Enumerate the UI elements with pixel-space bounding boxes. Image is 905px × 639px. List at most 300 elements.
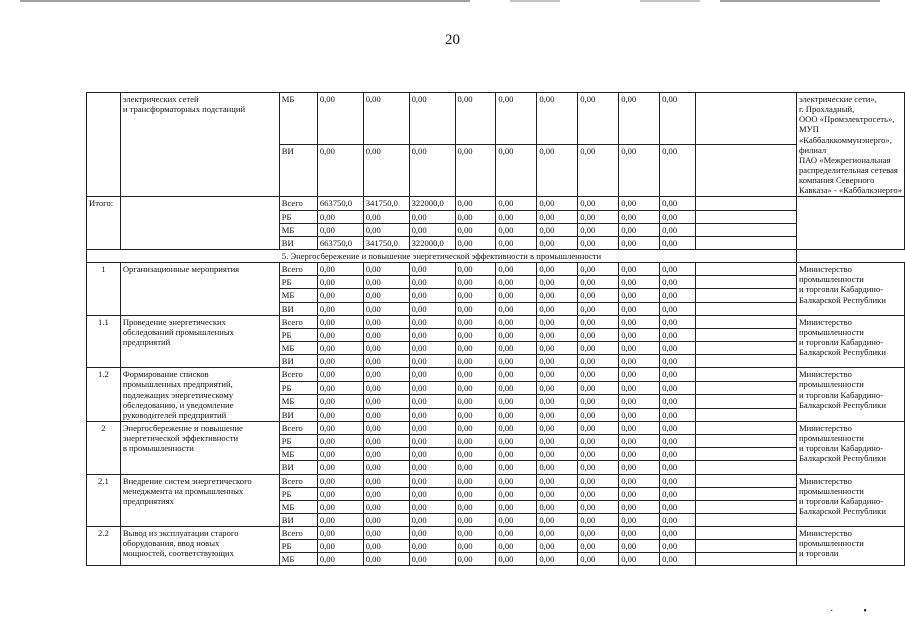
- responsible-party: Министерство промышленности и торговли Кабардино- Балкарской Республики: [796, 263, 904, 316]
- value-cell: 0,00: [317, 448, 363, 461]
- value-cell: 0,00: [409, 540, 455, 553]
- funding-source: ВИ: [279, 302, 317, 315]
- value-cell: 0,00: [496, 408, 537, 421]
- value-cell: 0,00: [409, 500, 455, 513]
- responsible-party: [796, 197, 904, 250]
- value-cell: 0,00: [496, 315, 537, 328]
- value-cell: 0,00: [619, 210, 660, 223]
- value-cell: 0,00: [660, 315, 696, 328]
- value-cell: 0,00: [537, 487, 578, 500]
- value-cell: 0,00: [496, 381, 537, 394]
- spacer-cell: [696, 197, 797, 210]
- value-cell: 0,00: [409, 527, 455, 540]
- section-row: [87, 249, 905, 262]
- value-cell: 0,00: [317, 513, 363, 526]
- value-cell: 0,00: [578, 210, 619, 223]
- value-cell: 0,00: [496, 223, 537, 236]
- table-row: [87, 93, 905, 145]
- funding-source: МБ: [279, 341, 317, 354]
- value-cell: 0,00: [317, 276, 363, 289]
- funding-source: ВИ: [279, 461, 317, 474]
- value-cell: 0,00: [619, 263, 660, 276]
- value-cell: 0,00: [578, 435, 619, 448]
- value-cell: 0,00: [363, 448, 409, 461]
- value-cell: 0,00: [619, 408, 660, 421]
- value-cell: 0,00: [455, 236, 496, 249]
- value-cell: 0,00: [537, 513, 578, 526]
- value-cell: 0,00: [619, 474, 660, 487]
- row-number: Итого:: [87, 197, 121, 250]
- value-cell: 0,00: [363, 223, 409, 236]
- budget-table: [86, 92, 905, 566]
- value-cell: 0,00: [409, 355, 455, 368]
- value-cell: 0,00: [578, 93, 619, 145]
- value-cell: 0,00: [496, 368, 537, 381]
- value-cell: 0,00: [363, 145, 409, 197]
- value-cell: 0,00: [409, 315, 455, 328]
- value-cell: 0,00: [455, 315, 496, 328]
- spacer-cell: [696, 145, 797, 197]
- spacer-cell: [696, 368, 797, 381]
- value-cell: 0,00: [578, 263, 619, 276]
- value-cell: 0,00: [496, 474, 537, 487]
- row-description: Формирование списков промышленных предприятий, подлежащих энергетическому обследованию, и уведомление руководителей предприятий: [120, 368, 279, 422]
- value-cell: 0,00: [317, 527, 363, 540]
- value-cell: 663750,0: [317, 197, 363, 210]
- value-cell: 0,00: [363, 395, 409, 408]
- value-cell: 0,00: [660, 395, 696, 408]
- value-cell: 0,00: [317, 500, 363, 513]
- value-cell: 0,00: [317, 474, 363, 487]
- value-cell: 0,00: [578, 527, 619, 540]
- value-cell: 0,00: [409, 421, 455, 434]
- value-cell: 0,00: [619, 540, 660, 553]
- spacer-cell: [696, 236, 797, 249]
- value-cell: 341750,0: [363, 236, 409, 249]
- value-cell: 0,00: [363, 500, 409, 513]
- value-cell: 0,00: [537, 276, 578, 289]
- table-row: [87, 527, 905, 540]
- value-cell: 0,00: [537, 93, 578, 145]
- value-cell: 0,00: [317, 145, 363, 197]
- value-cell: 0,00: [317, 302, 363, 315]
- value-cell: 0,00: [317, 368, 363, 381]
- value-cell: 0,00: [455, 276, 496, 289]
- value-cell: 663750,0: [317, 236, 363, 249]
- value-cell: 0,00: [363, 513, 409, 526]
- value-cell: 0,00: [537, 210, 578, 223]
- value-cell: 0,00: [660, 408, 696, 421]
- value-cell: 0,00: [455, 93, 496, 145]
- funding-source: МБ: [279, 395, 317, 408]
- value-cell: 0,00: [496, 500, 537, 513]
- value-cell: 0,00: [660, 381, 696, 394]
- value-cell: 0,00: [537, 461, 578, 474]
- funding-source: РБ: [279, 210, 317, 223]
- value-cell: 0,00: [660, 263, 696, 276]
- value-cell: 0,00: [660, 461, 696, 474]
- value-cell: 0,00: [578, 381, 619, 394]
- row-number: 1.1: [87, 315, 121, 368]
- value-cell: 0,00: [537, 408, 578, 421]
- value-cell: 0,00: [578, 540, 619, 553]
- value-cell: 0,00: [317, 289, 363, 302]
- row-description: электрических сетей и трансформаторных подстанций: [120, 93, 279, 197]
- value-cell: 0,00: [496, 93, 537, 145]
- value-cell: 0,00: [363, 421, 409, 434]
- value-cell: 0,00: [317, 93, 363, 145]
- value-cell: 0,00: [619, 435, 660, 448]
- page-number: 20: [445, 32, 460, 48]
- value-cell: 0,00: [578, 341, 619, 354]
- funding-source: ВИ: [279, 145, 317, 197]
- spacer-cell: [696, 500, 797, 513]
- section-title: 5. Энергосбережение и повышение энергетической эффективности в промышленности: [87, 249, 797, 262]
- value-cell: 0,00: [578, 500, 619, 513]
- row-description: Энергосбережение и повышение энергетической эффективности в промышленности: [120, 421, 279, 474]
- value-cell: 0,00: [660, 210, 696, 223]
- value-cell: 0,00: [537, 474, 578, 487]
- table-row: [87, 368, 905, 381]
- value-cell: 0,00: [578, 236, 619, 249]
- value-cell: 0,00: [363, 93, 409, 145]
- value-cell: 0,00: [496, 487, 537, 500]
- spacer-cell: [696, 263, 797, 276]
- value-cell: 0,00: [660, 328, 696, 341]
- funding-source: МБ: [279, 448, 317, 461]
- value-cell: 0,00: [317, 408, 363, 421]
- value-cell: 0,00: [660, 487, 696, 500]
- value-cell: 0,00: [578, 408, 619, 421]
- value-cell: 0,00: [363, 276, 409, 289]
- value-cell: 0,00: [317, 223, 363, 236]
- table-row: [87, 474, 905, 487]
- spacer-cell: [696, 408, 797, 421]
- value-cell: 0,00: [619, 315, 660, 328]
- value-cell: 0,00: [619, 448, 660, 461]
- value-cell: 0,00: [660, 500, 696, 513]
- funding-source: МБ: [279, 93, 317, 145]
- value-cell: 0,00: [660, 540, 696, 553]
- value-cell: 0,00: [317, 395, 363, 408]
- value-cell: 0,00: [619, 553, 660, 566]
- value-cell: 0,00: [455, 355, 496, 368]
- value-cell: 0,00: [660, 302, 696, 315]
- value-cell: 0,00: [496, 197, 537, 210]
- spacer-cell: [696, 328, 797, 341]
- value-cell: 0,00: [660, 553, 696, 566]
- value-cell: 0,00: [537, 527, 578, 540]
- row-number: 2.2: [87, 527, 121, 566]
- spacer-cell: [696, 461, 797, 474]
- value-cell: 0,00: [317, 210, 363, 223]
- value-cell: 0,00: [317, 315, 363, 328]
- spacer-cell: [696, 276, 797, 289]
- value-cell: 0,00: [317, 421, 363, 434]
- value-cell: 0,00: [660, 276, 696, 289]
- value-cell: 0,00: [409, 302, 455, 315]
- value-cell: 0,00: [363, 210, 409, 223]
- value-cell: 0,00: [537, 341, 578, 354]
- row-number: 2.1: [87, 474, 121, 527]
- value-cell: 0,00: [660, 93, 696, 145]
- value-cell: 0,00: [537, 381, 578, 394]
- funding-source: РБ: [279, 328, 317, 341]
- value-cell: 0,00: [619, 145, 660, 197]
- value-cell: 0,00: [619, 487, 660, 500]
- value-cell: 0,00: [619, 461, 660, 474]
- value-cell: 0,00: [455, 500, 496, 513]
- value-cell: 0,00: [578, 223, 619, 236]
- table-row: [87, 315, 905, 328]
- value-cell: 0,00: [363, 487, 409, 500]
- value-cell: 0,00: [537, 540, 578, 553]
- value-cell: 0,00: [537, 289, 578, 302]
- value-cell: 0,00: [578, 145, 619, 197]
- value-cell: 0,00: [496, 395, 537, 408]
- value-cell: 0,00: [660, 474, 696, 487]
- funding-source: Всего: [279, 421, 317, 434]
- spacer-cell: [696, 487, 797, 500]
- value-cell: 0,00: [409, 223, 455, 236]
- value-cell: 0,00: [578, 553, 619, 566]
- value-cell: 0,00: [363, 474, 409, 487]
- value-cell: 0,00: [455, 487, 496, 500]
- value-cell: 0,00: [496, 553, 537, 566]
- responsible-party: Министерство промышленности и торговли Кабардино- Балкарской Республики: [796, 421, 904, 474]
- value-cell: 0,00: [496, 276, 537, 289]
- value-cell: 0,00: [317, 461, 363, 474]
- value-cell: 0,00: [363, 355, 409, 368]
- value-cell: 0,00: [317, 328, 363, 341]
- table-row: [87, 263, 905, 276]
- value-cell: 0,00: [455, 341, 496, 354]
- responsible-party: Министерство промышленности и торговли Кабардино- Балкарской Республики: [796, 315, 904, 368]
- value-cell: 0,00: [496, 263, 537, 276]
- value-cell: 0,00: [537, 448, 578, 461]
- value-cell: 0,00: [409, 395, 455, 408]
- value-cell: 0,00: [496, 289, 537, 302]
- scan-dots: ·•: [830, 606, 897, 617]
- responsible-party: Министерство промышленности и торговли Кабардино- Балкарской Республики: [796, 368, 904, 422]
- value-cell: 0,00: [660, 435, 696, 448]
- value-cell: 0,00: [409, 145, 455, 197]
- value-cell: 0,00: [317, 263, 363, 276]
- value-cell: 0,00: [496, 355, 537, 368]
- value-cell: 322000,0: [409, 236, 455, 249]
- spacer-cell: [696, 223, 797, 236]
- value-cell: 0,00: [578, 328, 619, 341]
- value-cell: 0,00: [537, 263, 578, 276]
- value-cell: 0,00: [455, 448, 496, 461]
- funding-source: ВИ: [279, 236, 317, 249]
- value-cell: 0,00: [455, 461, 496, 474]
- value-cell: 0,00: [409, 381, 455, 394]
- row-description: Внедрение систем энергетического менеджмента на промышленных предприятиях: [120, 474, 279, 527]
- value-cell: 0,00: [496, 527, 537, 540]
- value-cell: 0,00: [660, 448, 696, 461]
- value-cell: 0,00: [317, 487, 363, 500]
- value-cell: 0,00: [619, 276, 660, 289]
- value-cell: 0,00: [455, 145, 496, 197]
- funding-source: РБ: [279, 276, 317, 289]
- value-cell: 0,00: [455, 328, 496, 341]
- spacer-cell: [696, 448, 797, 461]
- value-cell: 0,00: [363, 315, 409, 328]
- value-cell: 0,00: [455, 368, 496, 381]
- spacer-cell: [696, 302, 797, 315]
- spacer-cell: [696, 355, 797, 368]
- value-cell: 0,00: [578, 474, 619, 487]
- value-cell: 0,00: [363, 435, 409, 448]
- value-cell: 0,00: [363, 289, 409, 302]
- funding-source: Всего: [279, 474, 317, 487]
- value-cell: 0,00: [317, 341, 363, 354]
- table-row: [87, 197, 905, 210]
- value-cell: 0,00: [409, 368, 455, 381]
- value-cell: 0,00: [363, 461, 409, 474]
- value-cell: 0,00: [619, 223, 660, 236]
- funding-source: РБ: [279, 435, 317, 448]
- value-cell: 0,00: [409, 93, 455, 145]
- value-cell: 0,00: [578, 355, 619, 368]
- spacer-cell: [696, 381, 797, 394]
- value-cell: 0,00: [455, 289, 496, 302]
- value-cell: 0,00: [578, 368, 619, 381]
- value-cell: 0,00: [409, 263, 455, 276]
- funding-source: РБ: [279, 487, 317, 500]
- value-cell: 0,00: [578, 315, 619, 328]
- value-cell: 0,00: [578, 395, 619, 408]
- value-cell: 0,00: [363, 341, 409, 354]
- spacer-cell: [696, 540, 797, 553]
- spacer-cell: [696, 93, 797, 145]
- value-cell: 0,00: [578, 513, 619, 526]
- value-cell: 0,00: [363, 263, 409, 276]
- value-cell: 0,00: [455, 527, 496, 540]
- value-cell: 0,00: [619, 368, 660, 381]
- value-cell: 0,00: [619, 289, 660, 302]
- value-cell: 0,00: [619, 341, 660, 354]
- value-cell: 0,00: [496, 341, 537, 354]
- value-cell: 0,00: [537, 355, 578, 368]
- value-cell: 0,00: [455, 381, 496, 394]
- value-cell: 0,00: [537, 302, 578, 315]
- funding-source: МБ: [279, 500, 317, 513]
- value-cell: 0,00: [409, 474, 455, 487]
- value-cell: 0,00: [578, 197, 619, 210]
- spacer-cell: [696, 474, 797, 487]
- value-cell: 0,00: [619, 302, 660, 315]
- value-cell: 0,00: [619, 395, 660, 408]
- row-description: Организационные мероприятия: [120, 263, 279, 316]
- funding-source: Всего: [279, 263, 317, 276]
- value-cell: 0,00: [578, 302, 619, 315]
- value-cell: 0,00: [496, 540, 537, 553]
- funding-source: Всего: [279, 368, 317, 381]
- funding-source: МБ: [279, 553, 317, 566]
- responsible-party: электрические сети», г. Прохладный, ООО «Промэлектросеть», МУП «Каббалккоммунэнерго», филиал ПАО «Межрегиональная распределительная сетевая компания Северного Кавказа» - «Каббалкэнерго»: [796, 93, 904, 197]
- value-cell: 0,00: [455, 553, 496, 566]
- value-cell: 0,00: [455, 210, 496, 223]
- value-cell: 0,00: [455, 474, 496, 487]
- value-cell: 0,00: [660, 236, 696, 249]
- spacer-cell: [696, 421, 797, 434]
- value-cell: 0,00: [409, 448, 455, 461]
- value-cell: 0,00: [537, 145, 578, 197]
- value-cell: 0,00: [619, 500, 660, 513]
- responsible-party: Министерство промышленности и торговли: [796, 527, 904, 566]
- table-row: [87, 421, 905, 434]
- value-cell: 0,00: [409, 341, 455, 354]
- value-cell: 0,00: [363, 328, 409, 341]
- row-description: Вывод из эксплуатации старого оборудования, ввод новых мощностей, соответствующих: [120, 527, 279, 566]
- value-cell: 0,00: [363, 368, 409, 381]
- value-cell: 0,00: [578, 289, 619, 302]
- funding-source: РБ: [279, 381, 317, 394]
- value-cell: 0,00: [496, 461, 537, 474]
- spacer-cell: [696, 289, 797, 302]
- value-cell: 0,00: [578, 276, 619, 289]
- value-cell: 0,00: [660, 223, 696, 236]
- value-cell: 0,00: [619, 513, 660, 526]
- value-cell: 322000,0: [409, 197, 455, 210]
- value-cell: 0,00: [660, 527, 696, 540]
- responsible-party: Министерство промышленности и торговли Кабардино- Балкарской Республики: [796, 474, 904, 527]
- value-cell: 0,00: [660, 197, 696, 210]
- value-cell: 0,00: [619, 93, 660, 145]
- value-cell: 0,00: [455, 408, 496, 421]
- value-cell: 0,00: [619, 381, 660, 394]
- value-cell: 0,00: [537, 197, 578, 210]
- value-cell: 0,00: [660, 289, 696, 302]
- value-cell: 0,00: [537, 328, 578, 341]
- value-cell: 0,00: [455, 421, 496, 434]
- row-number: [87, 93, 121, 197]
- value-cell: 0,00: [317, 540, 363, 553]
- value-cell: 0,00: [537, 395, 578, 408]
- value-cell: 0,00: [317, 553, 363, 566]
- value-cell: 0,00: [619, 355, 660, 368]
- funding-source: Всего: [279, 527, 317, 540]
- value-cell: 0,00: [619, 328, 660, 341]
- value-cell: 0,00: [317, 435, 363, 448]
- value-cell: 341750,0: [363, 197, 409, 210]
- value-cell: 0,00: [578, 461, 619, 474]
- value-cell: 0,00: [537, 435, 578, 448]
- row-description: [120, 197, 279, 250]
- row-number: 1: [87, 263, 121, 316]
- value-cell: 0,00: [363, 540, 409, 553]
- value-cell: 0,00: [578, 421, 619, 434]
- value-cell: 0,00: [409, 487, 455, 500]
- value-cell: 0,00: [317, 355, 363, 368]
- value-cell: 0,00: [496, 302, 537, 315]
- value-cell: 0,00: [537, 223, 578, 236]
- value-cell: 0,00: [455, 263, 496, 276]
- value-cell: 0,00: [619, 236, 660, 249]
- value-cell: 0,00: [496, 435, 537, 448]
- value-cell: 0,00: [496, 210, 537, 223]
- value-cell: 0,00: [496, 448, 537, 461]
- funding-source: Всего: [279, 315, 317, 328]
- value-cell: 0,00: [619, 197, 660, 210]
- value-cell: 0,00: [496, 145, 537, 197]
- value-cell: 0,00: [455, 435, 496, 448]
- spacer-cell: [696, 435, 797, 448]
- spacer-cell: [696, 210, 797, 223]
- value-cell: 0,00: [496, 513, 537, 526]
